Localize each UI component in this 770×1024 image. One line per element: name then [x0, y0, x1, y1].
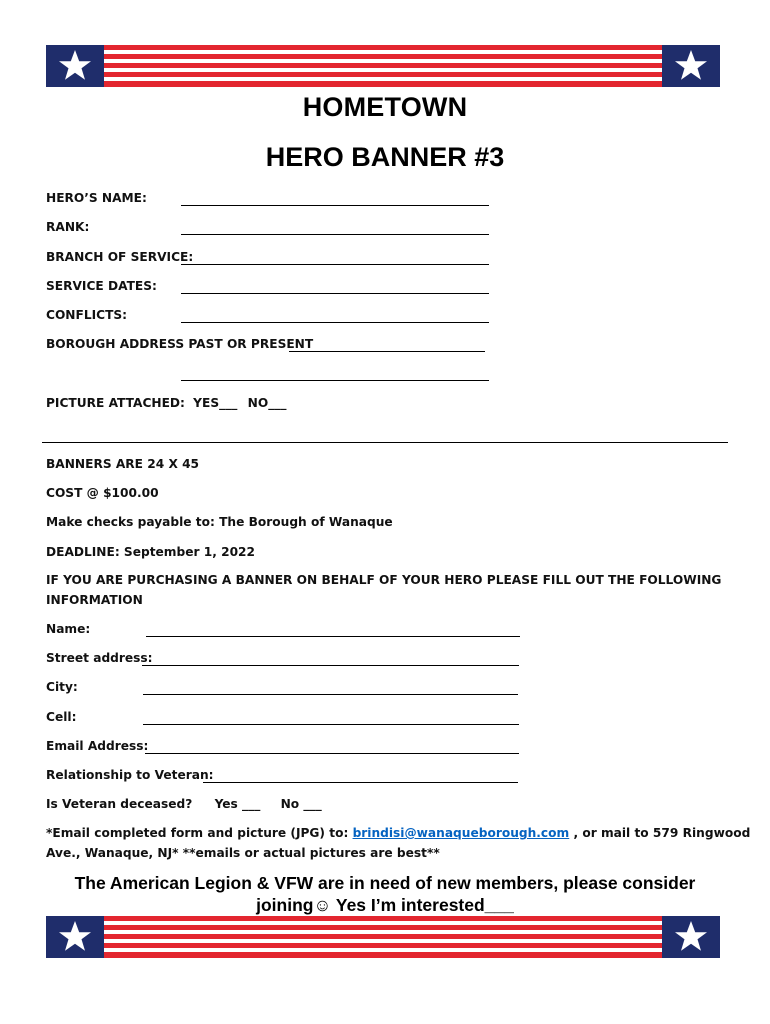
borough-address-label: BOROUGH ADDRESS PAST OR PRESENT — [46, 337, 314, 351]
section-divider — [42, 442, 728, 443]
conflicts-label: CONFLICTS: — [46, 308, 128, 322]
email-link[interactable]: brindisi@wanaqueborough.com — [352, 826, 570, 840]
email-instruction-prefix: *Email completed form and picture (JPG) to: — [46, 826, 353, 840]
page-title-line1: HOMETOWN — [302, 92, 468, 122]
service-dates-label: SERVICE DATES: — [46, 279, 157, 293]
relationship-field[interactable] — [203, 782, 518, 783]
service-dates-field[interactable] — [181, 293, 489, 294]
membership-appeal-line1: The American Legion & VFW are in need of new members, please consider — [74, 873, 696, 893]
branch-field[interactable] — [181, 264, 489, 265]
membership-appeal-line2[interactable]: joining☺ Yes I’m interested___ — [256, 895, 514, 915]
hero-name-label: HERO’S NAME: — [46, 191, 147, 205]
conflicts-field[interactable] — [181, 322, 489, 323]
hero-name-field[interactable] — [181, 205, 489, 206]
flag-banner-top — [46, 45, 720, 87]
picture-attached-label: PICTURE ATTACHED: — [46, 396, 185, 410]
purchasing-instruction-line1: IF YOU ARE PURCHASING A BANNER ON BEHALF OF YOUR HERO PLEASE FILL OUT THE FOLLOWING — [46, 573, 722, 587]
membership-appeal — [40, 872, 730, 916]
deceased-no-option[interactable]: No ___ — [280, 797, 322, 811]
borough-address-field[interactable] — [289, 351, 485, 352]
banner-size-text: BANNERS ARE 24 X 45 — [46, 457, 200, 471]
payable-text: Make checks payable to: The Borough of Wanaque — [46, 515, 393, 529]
picture-attached-row — [46, 396, 286, 410]
rank-field[interactable] — [181, 234, 489, 235]
street-address-label: Street address: — [46, 651, 153, 665]
city-field[interactable] — [143, 694, 518, 695]
street-address-field[interactable] — [142, 665, 519, 666]
email-address-field[interactable] — [145, 753, 519, 754]
purchaser-name-label: Name: — [46, 622, 91, 636]
email-address-label: Email Address: — [46, 739, 149, 753]
branch-label: BRANCH OF SERVICE: — [46, 250, 194, 264]
purchasing-instruction-line2: INFORMATION — [46, 593, 143, 607]
picture-yes-option[interactable]: YES___ — [193, 396, 238, 410]
deceased-yes-option[interactable]: Yes ___ — [214, 797, 261, 811]
flag-banner-bottom — [46, 916, 720, 958]
deceased-row — [46, 797, 322, 811]
relationship-label: Relationship to Veteran: — [46, 768, 214, 782]
rank-label: RANK: — [46, 220, 90, 234]
cell-field[interactable] — [143, 724, 519, 725]
email-instruction-line2: Ave., Wanaque, NJ* **emails or actual pictures are best** — [46, 846, 440, 860]
cell-label: Cell: — [46, 710, 77, 724]
deceased-label: Is Veteran deceased? — [46, 797, 193, 811]
page-title-line2: HERO BANNER #3 — [265, 142, 505, 172]
borough-address-field-2[interactable] — [181, 380, 489, 381]
purchaser-name-field[interactable] — [146, 636, 520, 637]
picture-no-option[interactable]: NO___ — [247, 396, 287, 410]
email-instruction-line1 — [46, 826, 750, 840]
email-instruction-suffix: , or mail to 579 Ringwood — [569, 826, 751, 840]
city-label: City: — [46, 680, 78, 694]
cost-text: COST @ $100.00 — [46, 486, 159, 500]
deadline-text: DEADLINE: September 1, 2022 — [46, 545, 256, 559]
